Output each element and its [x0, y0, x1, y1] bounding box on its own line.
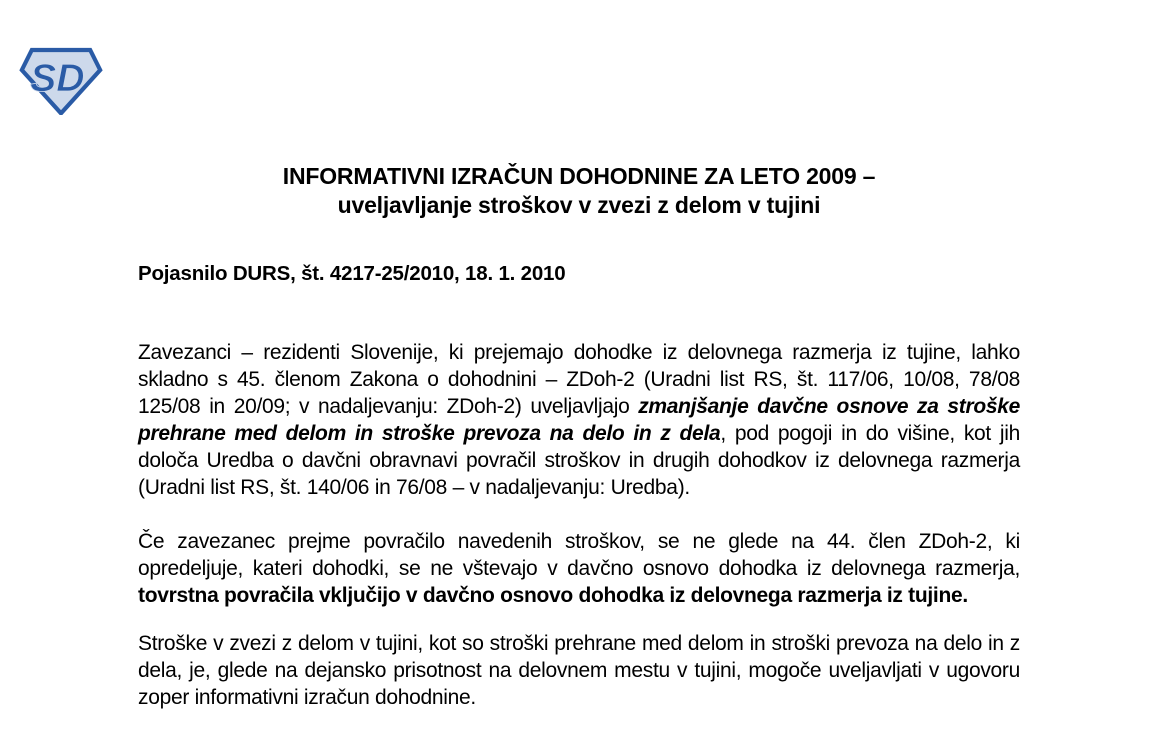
document-subtitle: Pojasnilo DURS, št. 4217-25/2010, 18. 1. 2010 [138, 262, 566, 285]
logo-letters: SD [30, 56, 85, 100]
sd-diamond-logo [19, 45, 103, 115]
paragraph-2-segment-bold: tovrstna povračila vključijo v davčno osnovo dohodka iz delovnega razmerja iz tujine. [138, 584, 968, 607]
paragraph-1 [138, 339, 1020, 501]
paragraph-3-segment-regular: Stroške v zvezi z delom v tujini, kot so stroški prehrane med delom in stroški prevoza na delo in z dela, je, glede na dejansko prisotnost na delovnem mestu v tujini, mogoče uveljavljati v ugovoru zoper informativni izračun dohodnine. [138, 632, 1020, 709]
paragraph-2-segment-regular: Če zavezanec prejme povračilo navedenih stroškov, se ne glede na 44. člen ZDoh-2, ki opredeljuje, kateri dohodki, se ne vštevajo v davčno osnovo dohodka iz delovnega razmerja, [138, 530, 1020, 580]
paragraph-1-segment-regular: , pod pogoji in do višine, kot jih določa Uredba o davčni obravnavi povračil stroškov in drugih dohodkov iz delovnega razmerja (Uradni list RS, št. 140/06 in 76/08 – v nadaljevanju: Uredba). [138, 422, 1020, 499]
document-content [138, 162, 1020, 711]
document-title-line-1: INFORMATIVNI IZRAČUN DOHODNINE ZA LETO 2009 – [282, 163, 876, 189]
document-title [138, 162, 1020, 220]
paragraph-1-segment-bold-italic: zmanjšanje davčne osnove za stroške prehrane med delom in stroške prevoza na delo in z dela [138, 395, 1020, 445]
paragraph-2 [138, 528, 1020, 609]
document-title-line-2: uveljavljanje stroškov v zvezi z delom v tujini [337, 192, 821, 218]
document-body [138, 339, 1020, 711]
paragraph-3 [138, 630, 1020, 711]
paragraph-1-segment-regular: Zavezanci – rezidenti Slovenije, ki prejemajo dohodke iz delovnega razmerja iz tujine, lahko skladno s 45. členom Zakona o dohodnini – ZDoh-2 (Uradni list RS, št. 117/06, 10/08, 78/08 125/08 in 20/09; v nadaljevanju: ZDoh-2) uveljavljajo [138, 341, 1020, 418]
